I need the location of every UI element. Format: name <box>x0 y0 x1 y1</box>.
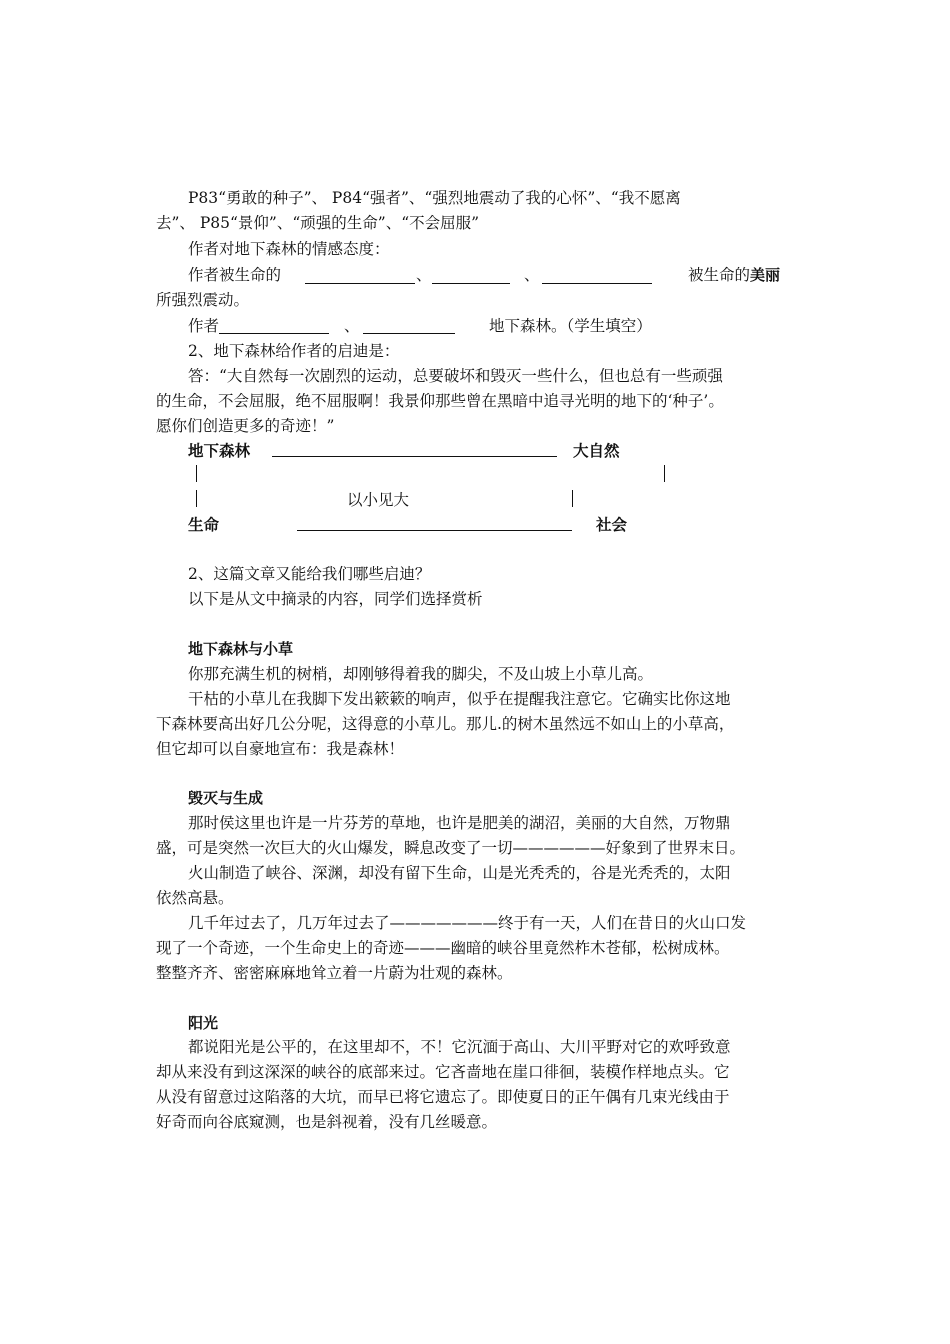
fill1-sep-2: 、 <box>524 266 540 284</box>
q2a-answer-1: 答：“大自然每一次剧烈的运动，总要破坏和毁灭一些什么，但也总有一些顽强 <box>188 367 723 385</box>
section-2-heading: 毁灭与生成 <box>188 789 264 807</box>
section-3-heading: 阳光 <box>188 1014 219 1032</box>
diagram-middle-label: 以小见大 <box>347 491 410 509</box>
section-2-p1b: 盛，可是突然一次巨大的火山爆发，瞬息改变了一切——————好象到了世界末日。 <box>156 839 746 857</box>
section-1-p2a: 干枯的小草儿在我脚下发出簌簌的响声，似乎在提醒我注意它。它确实比你这地 <box>188 690 731 708</box>
diagram-bottom-left: 生命 <box>188 516 220 534</box>
q2a-title: 2、地下森林给作者的启迪是： <box>188 342 400 360</box>
fill2-prefix: 作者 <box>188 317 220 335</box>
diagram-bar-left-1 <box>196 465 197 482</box>
section-2-p3c: 整整齐齐、密密麻麻地耸立着一片蔚为壮观的森林。 <box>156 964 513 982</box>
section-3-p1c: 从没有留意过这陷落的大坑，而早已将它遗忘了。即使夏日的正午偶有几束光线由于 <box>156 1088 730 1106</box>
q2b-title: 2、这篇文章又能给我们哪些启迪？ <box>188 565 431 583</box>
section-2-p3b: 现了一个奇迹，一个生命史上的奇迹———幽暗的峡谷里竟然柞木苍郁，松树成林。 <box>156 939 730 957</box>
diagram-bar-left-2 <box>196 490 197 507</box>
section-1-heading: 地下森林与小草 <box>188 640 294 658</box>
q2b-note: 以下是从文中摘录的内容，同学们选择赏析 <box>188 590 483 608</box>
diagram-top-left: 地下森林 <box>188 442 251 460</box>
section-3-p1a: 都说阳光是公平的，在这里却不，不！它沉湎于高山、大川平野对它的欢呼致意 <box>188 1038 731 1056</box>
section-3-p1b: 却从来没有到这深深的峡谷的底部来过。它吝啬地在崖口徘徊，装模作样地点头。它 <box>156 1063 730 1081</box>
section-1-p1: 你那充满生机的树梢，却刚够得着我的脚尖，不及山坡上小草儿高。 <box>188 665 654 683</box>
fill1-sep-1: 、 <box>416 266 432 284</box>
diagram-bar-right-2 <box>572 490 573 507</box>
section-2-p2b: 依然高悬。 <box>156 889 234 907</box>
q2a-answer-3: 愿你们创造更多的奇迹！” <box>156 417 335 435</box>
q2a-answer-2: 的生命，不会屈服，绝不屈服啊！我景仰那些曾在黑暗中追寻光明的地下的‘种子’。 <box>156 392 724 410</box>
fill1-bold-word: 美丽 <box>750 266 781 284</box>
section-3-p1d: 好奇而向谷底窥测，也是斜视着，没有几丝暖意。 <box>156 1113 498 1131</box>
fill2-blank-2[interactable] <box>363 333 455 334</box>
section-2-p1a: 那时侯这里也许是一片芬芳的草地，也许是肥美的湖沼，美丽的大自然，万物鼎 <box>188 814 731 832</box>
diagram-bar-right-1 <box>664 465 665 482</box>
section-1-p2b: 下森林要高出好几公分呢，这得意的小草儿。那儿.的树木虽然远不如山上的小草高， <box>156 715 735 733</box>
intro-line-1: P83“勇敢的种子”、 P84“强者”、“强烈地震动了我的心怀”、“我不愿离 <box>188 189 681 207</box>
intro-line-2: 去”、 P85“景仰”、“顽强的生命”、“不会屈服” <box>156 214 480 232</box>
fill1-end: 所强烈震动。 <box>156 291 250 309</box>
diagram-bottom-line <box>297 530 572 531</box>
fill1-blank-1[interactable] <box>305 283 415 284</box>
fill2-sep: 、 <box>344 317 360 335</box>
fill1-prefix: 作者被生命的 <box>188 266 282 284</box>
diagram-top-right: 大自然 <box>573 442 620 460</box>
section-1-p2c: 但它却可以自豪地宣布：我是森林！ <box>156 740 405 758</box>
section-2-p2a: 火山制造了峡谷、深渊，却没有留下生命，山是光秃秃的，谷是光秃秃的，太阳 <box>188 864 731 882</box>
diagram-bottom-right: 社会 <box>596 516 628 534</box>
fill1-blank-2[interactable] <box>432 283 510 284</box>
fill1-blank-3[interactable] <box>542 283 652 284</box>
section-2-p3a: 几千年过去了，几万年过去了———————终于有一天，人们在昔日的火山口发 <box>188 914 747 932</box>
attitude-title: 作者对地下森林的情感态度： <box>188 240 390 258</box>
fill1-suffix: 被生命的美丽 <box>688 266 781 284</box>
fill2-blank-1[interactable] <box>219 333 329 334</box>
diagram-top-line <box>272 456 557 457</box>
fill2-suffix: 地下森林。（学生填空） <box>489 317 652 335</box>
